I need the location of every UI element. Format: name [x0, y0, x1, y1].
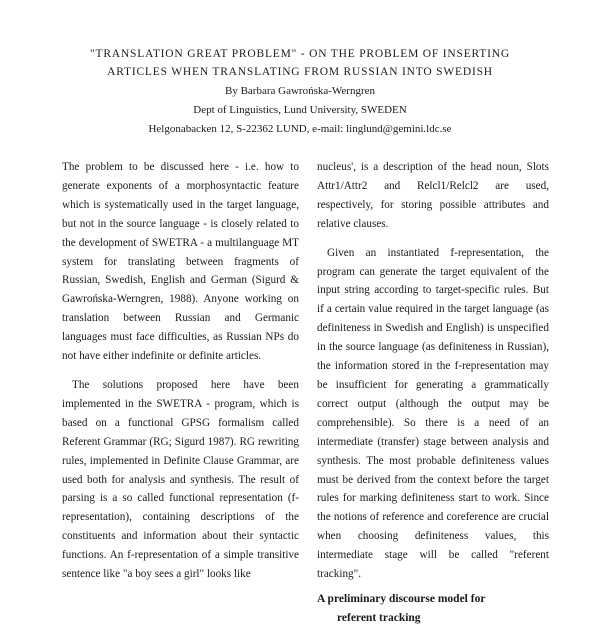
- author-address: Helgonabacken 12, S-22362 LUND, e-mail: linglund@gemini.ldc.se: [148, 123, 452, 135]
- right-column: [317, 158, 549, 628]
- body-paragraph: nucleus', is a description of the head noun, Slots Attr1/Attr2 and Relcl1/Relcl2 are used, respectively, for storing possible attributes and relative clauses.: [317, 161, 549, 230]
- paper-title-line-1: "TRANSLATION GREAT PROBLEM" - ON THE PROBLEM OF INSERTING: [90, 48, 510, 60]
- section-heading-line: A preliminary discourse model for: [317, 592, 486, 605]
- left-column: [62, 158, 299, 584]
- section-heading-line: referent tracking: [337, 611, 421, 624]
- body-paragraph: The solutions proposed here have been implemented in the SWETRA - program, which is based on a functional GPSG formalism called Referent Grammar (RG; Sigurd 1987). RG rewriting rules, implemented in Definite Clause Grammar, are used both for analysis and synthesis. The result of parsing is a so called functional representation (f-representation), containing descriptions of the constituents and information about their syntactic functions. An f-representation of a simple transitive sentence like "a boy sees a girl" looks like: [62, 378, 299, 581]
- paper-title-line-2: ARTICLES WHEN TRANSLATING FROM RUSSIAN INTO SWEDISH: [107, 66, 493, 78]
- author-name: By Barbara Gawrońska-Werngren: [225, 85, 375, 97]
- body-paragraph: Given an instantiated f-representation, the program can generate the target equivalent of the input string according to target-specific rules. But if a certain value required in the target language (as definiteness in Swedish and English) is unspecified in the source language (as definiteness in Russian), the information stored in the f-representation may be insufficient for generating a grammatically correct output (although the output may be comprehensible). So there is a need of an intermediate (transfer) stage between analysis and synthesis. The most probable definiteness values must be derived from the context before the target rules for marking definiteness start to work. Since the notions of reference and coreference are crucial when choosing definiteness values, this intermediate stage will be called "referent tracking".: [317, 246, 549, 581]
- author-affiliation: Dept of Linguistics, Lund University, SWEDEN: [193, 104, 407, 116]
- section-heading: [317, 590, 549, 628]
- body-paragraph: The problem to be discussed here - i.e. how to generate exponents of a morphosyntactic feature which is systematically used in the target language, but not in the source language - is closely related to the development of SWETRA - a multilanguage MT system for translating between fragments of Russian, Swedish, English and German (Sigurd & Gawrońska-Werngren, 1988). Anyone working on translation between Russian and Germanic languages must face difficulties, as Russian NPs do not have either indefinite or definite articles.: [62, 161, 299, 363]
